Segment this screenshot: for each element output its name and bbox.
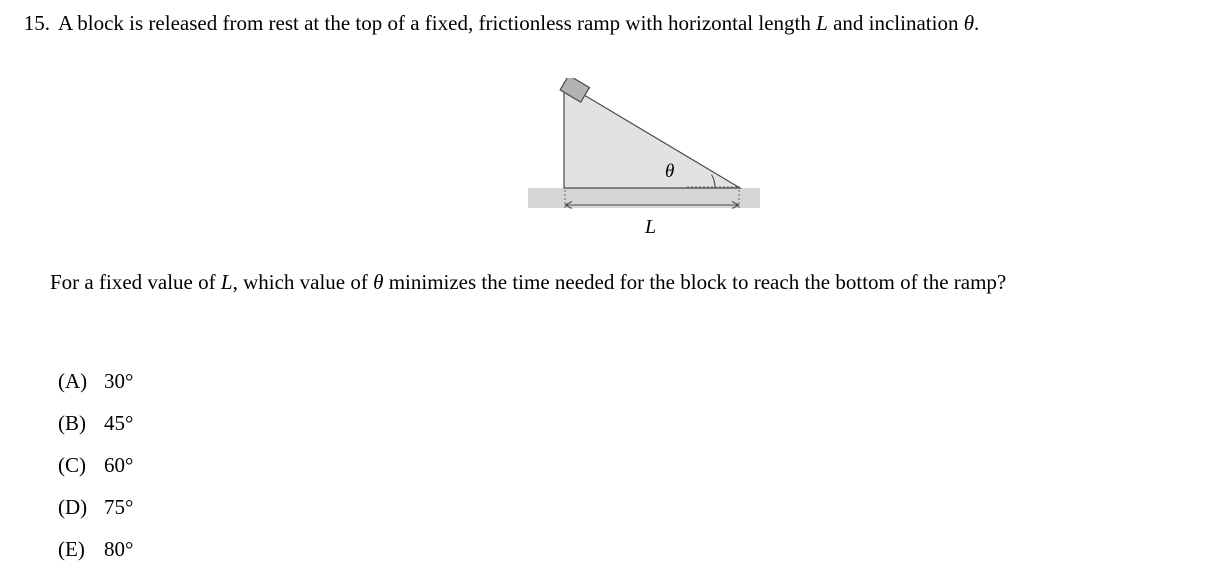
followup-variable-length: L [220,270,233,294]
ramp-diagram-svg [502,78,802,253]
choice-d[interactable] [58,486,458,528]
stem-variable-theta: θ [963,11,975,35]
choice-a-label: (A) [58,369,88,393]
choice-b-text: 45° [104,411,134,435]
choice-c-text: 60° [104,453,134,477]
followup-part-2: , which value of [232,270,374,294]
question-number: 15. [23,11,50,35]
choice-d-label: (D) [58,495,88,519]
stem-text-part-3: . [974,11,980,35]
choice-b-label: (B) [58,411,86,435]
ramp-diagram [502,78,802,253]
question-stem [58,6,1213,40]
choice-b[interactable] [58,402,458,444]
choice-a-text: 30° [104,369,134,393]
stem-text-part-2: and inclination [827,11,964,35]
problem-stem-row [8,6,1216,40]
followup-part-1: For a fixed value of [50,270,221,294]
theta-label: θ [665,161,675,182]
choice-e[interactable] [58,528,458,570]
length-label-L: L [645,216,657,238]
problem-statement [8,6,1216,40]
choice-c[interactable] [58,444,458,486]
followup-part-3: minimizes the time needed for the block to reach the bottom of the ramp? [383,270,1007,294]
stem-text-part-1: A block is released from rest at the top of a fixed, frictionless ramp with horizontal length [58,11,817,35]
stem-variable-length: L [816,11,828,35]
choice-a[interactable] [58,360,458,402]
followup-question [50,265,1222,299]
choice-c-label: (C) [58,453,86,477]
choice-e-label: (E) [58,537,85,561]
choice-e-text: 80° [104,537,134,561]
figure-container [0,78,1224,253]
answer-choices [58,360,458,570]
followup-variable-theta: θ [373,270,384,294]
ramp-triangle [564,83,740,188]
choice-d-text: 75° [104,495,134,519]
